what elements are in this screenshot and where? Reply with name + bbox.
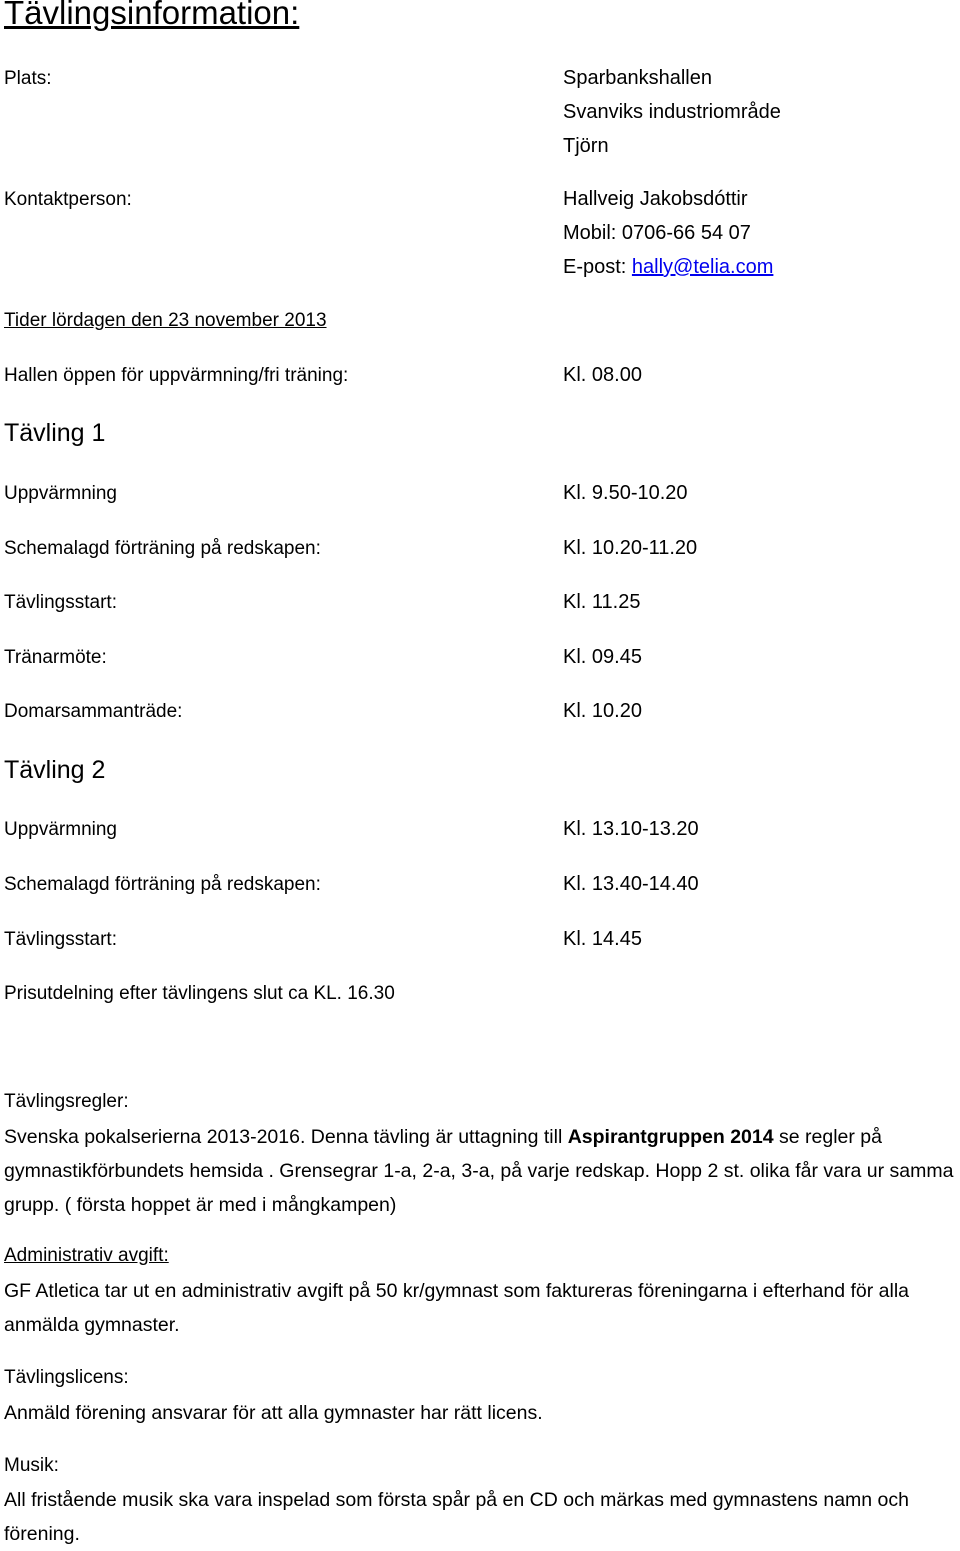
comp1-row-label: Domarsammanträde: — [4, 701, 183, 722]
page-title: Tävlingsinformation: — [4, 0, 300, 31]
comp2-row-label: Schemalagd förträning på redskapen: — [4, 874, 321, 895]
location-label: Plats: — [4, 68, 52, 89]
hall-open-label: Hallen öppen för uppvärmning/fri träning: — [4, 365, 349, 386]
rules-bold-group: Aspirantgruppen 2014 — [567, 1126, 774, 1148]
prize-ceremony: Prisutdelning efter tävlingens slut ca KL. 16.30 — [4, 983, 395, 1004]
admin-text: GF Atletica tar ut en administrativ avgift på 50 kr/gymnast som faktureras föreningarna i efterhand för alla anmälda gymnaster. — [4, 1280, 910, 1336]
comp1-row-label: Uppvärmning — [4, 483, 117, 504]
comp1-row-label: Schemalagd förträning på redskapen: — [4, 538, 321, 559]
music-heading: Musik: — [4, 1455, 59, 1476]
contact-email-line — [563, 256, 773, 279]
email-link[interactable]: hally@telia.com — [631, 256, 774, 278]
location-line-venue: Sparbankshallen — [563, 67, 712, 89]
music-text: All fristående musik ska vara inspelad som första spår på en CD och märkas med gymnastens namn och förening. — [4, 1489, 909, 1545]
comp1-row-time: Kl. 09.45 — [563, 646, 642, 668]
email-prefix: E-post: — [563, 256, 632, 278]
location-line-town: Tjörn — [563, 135, 609, 157]
license-text: Anmäld förening ansvarar för att alla gymnaster har rätt licens. — [4, 1402, 543, 1424]
comp1-row-time: Kl. 10.20-11.20 — [563, 537, 698, 559]
rules-heading: Tävlingsregler: — [4, 1091, 129, 1112]
comp2-row-time: Kl. 13.10-13.20 — [563, 818, 699, 840]
comp1-row-time: Kl. 9.50-10.20 — [563, 482, 688, 504]
comp1-row-time: Kl. 10.20 — [563, 700, 642, 722]
comp2-row-time: Kl. 14.45 — [563, 928, 642, 950]
comp1-heading: Tävling 1 — [4, 419, 106, 447]
admin-heading: Administrativ avgift: — [4, 1245, 169, 1266]
comp1-row-label: Tränarmöte: — [4, 647, 107, 668]
comp2-row-label: Uppvärmning — [4, 819, 117, 840]
rules-text: Svenska pokalserierna 2013-2016. Denna tävling är uttagning till Aspirantgruppen 2014 se regler på gymnastikförbundets hemsida . Grensegrar 1-a, 2-a, 3-a, på varje redskap. Hopp 2 st. olika får vara ur samma grupp. ( första hoppet är med i mångkampen) — [4, 1126, 954, 1216]
license-heading: Tävlingslicens: — [4, 1367, 129, 1388]
comp1-row-label: Tävlingsstart: — [4, 592, 117, 613]
contact-name: Hallveig Jakobsdóttir — [563, 188, 748, 210]
comp2-row-label: Tävlingsstart: — [4, 929, 117, 950]
schedule-heading: Tider lördagen den 23 november 2013 — [4, 310, 327, 331]
comp2-heading: Tävling 2 — [4, 756, 106, 784]
comp2-row-time: Kl. 13.40-14.40 — [563, 873, 699, 895]
location-line-area: Svanviks industriområde — [563, 101, 781, 123]
contact-label: Kontaktperson: — [4, 189, 132, 210]
hall-open-time: Kl. 08.00 — [563, 364, 642, 386]
contact-phone: Mobil: 0706-66 54 07 — [563, 222, 751, 244]
comp1-row-time: Kl. 11.25 — [563, 591, 641, 613]
